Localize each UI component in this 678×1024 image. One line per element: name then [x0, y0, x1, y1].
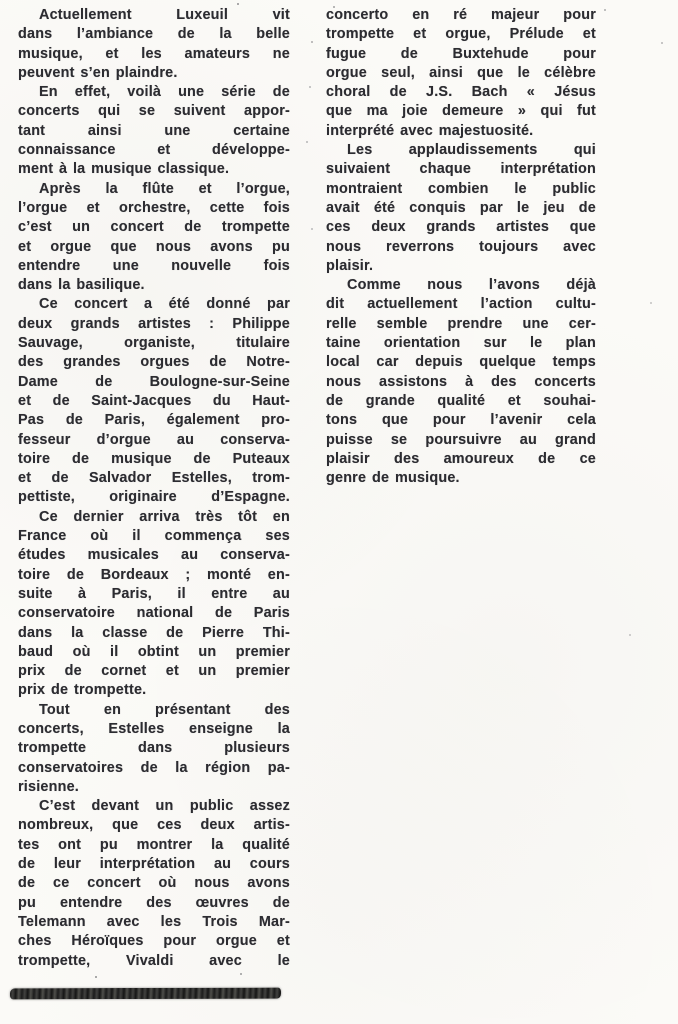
text-line: conservatoires de la région pa- — [18, 759, 290, 776]
text-line: choral de J.S. Bach « Jésus — [326, 84, 596, 101]
text-line: dit actuellement l’action cultu- — [326, 296, 596, 313]
text-line: risienne. — [18, 778, 79, 795]
text-line: et de Saint-Jacques du Haut- — [18, 392, 290, 409]
text-line: plaisir. — [326, 257, 374, 274]
text-line: interprété avec majestuosité. — [326, 122, 534, 139]
text-line: taine orientation sur le plan — [326, 335, 596, 352]
text-line: Telemann avec les Trois Mar- — [18, 913, 290, 930]
text-line: de ce concert où nous avons — [18, 875, 290, 892]
text-line: trompette, Vivaldi avec le — [18, 952, 290, 969]
text-line: entendre une nouvelle fois — [18, 257, 290, 274]
text-line: que ma joie demeure » qui fut — [326, 103, 596, 120]
text-line: prix de trompette. — [18, 682, 147, 699]
text-line: de grande qualité et souhai- — [326, 392, 596, 409]
paragraph — [18, 6, 290, 83]
text-line: nombreux, que ces deux artis- — [18, 817, 290, 834]
paragraph — [18, 180, 290, 296]
text-line: trompette et orgue, Prélude et — [326, 26, 596, 43]
text-line: C’est devant un public assez — [39, 798, 290, 815]
text-line: baud où il obtint un premier — [18, 643, 290, 660]
text-line: nous assistons à des concerts — [326, 373, 596, 390]
text-line: toire de Bordeaux ; monté en- — [18, 566, 290, 583]
text-line: nous reverrons toujours avec — [326, 238, 596, 255]
text-line: prix de cornet et un premier — [18, 663, 290, 680]
text-line: musique, et les amateurs ne — [18, 45, 290, 62]
text-line: dans l’ambiance de la belle — [18, 26, 290, 43]
text-line: ces deux grands artistes que — [326, 219, 596, 236]
scan-speck-noise — [0, 0, 2, 2]
text-line: Les applaudissements qui — [347, 142, 596, 159]
text-line: Tout en présentant des — [39, 701, 290, 718]
text-line: Après la flûte et l’orgue, — [39, 180, 290, 197]
text-line: Ce dernier arriva très tôt en — [39, 508, 290, 525]
text-line: concerts qui se suivent appor- — [18, 103, 290, 120]
text-line: plaisir des amoureux de ce — [326, 450, 596, 467]
text-line: toire de musique de Puteaux — [18, 450, 290, 467]
text-line: ches Héroïques pour orgue et — [18, 933, 290, 950]
text-line: pettiste, originaire d’Espagne. — [18, 489, 290, 506]
article-column-right — [326, 6, 596, 488]
text-line: l’orgue et orchestre, cette fois — [18, 199, 290, 216]
paragraph — [326, 141, 596, 276]
text-line: pu entendre des œuvres de — [18, 894, 290, 911]
text-line: local car depuis quelque temps — [326, 354, 596, 371]
text-line: genre de musique. — [326, 470, 460, 487]
text-line: études musicales au conserva- — [18, 547, 290, 564]
text-line: France où il commença ses — [18, 528, 290, 545]
text-line: tons que pour l’avenir cela — [326, 412, 596, 429]
text-line: et orgue que nous avons pu — [18, 238, 290, 255]
text-line: Sauvage, organiste, titulaire — [18, 335, 290, 352]
text-line: c’est un concert de trompette — [18, 219, 290, 236]
paragraph — [18, 508, 290, 701]
text-line: suivaient chaque interprétation — [326, 161, 596, 178]
text-line: relle semble prendre une cer- — [326, 315, 596, 332]
text-line: connaissance et développe- — [18, 142, 290, 159]
text-line: peuvent s’en plaindre. — [18, 64, 178, 81]
article-column-left — [18, 6, 290, 971]
text-line: suite à Paris, il entre au — [18, 585, 290, 602]
paragraph — [18, 295, 290, 507]
text-line: Dame de Boulogne-sur-Seine — [18, 373, 290, 390]
text-line: trompette dans plusieurs — [18, 740, 290, 757]
text-line: puisse se poursuivre au grand — [326, 431, 596, 448]
text-line: tant ainsi une certaine — [18, 122, 290, 139]
text-line: deux grands artistes : Philippe — [18, 315, 290, 332]
text-line: conservatoire national de Paris — [18, 605, 290, 622]
text-line: orgue seul, ainsi que le célèbre — [326, 64, 596, 81]
text-line: ment à la musique classique. — [18, 161, 230, 178]
text-line: montraient combien le public — [326, 180, 596, 197]
text-line: fugue de Buxtehude pour — [326, 45, 596, 62]
text-line: dans la basilique. — [18, 277, 145, 294]
text-line: tes ont pu montrer la qualité — [18, 836, 290, 853]
text-line: fesseur d’orgue au conserva- — [18, 431, 290, 448]
paragraph — [18, 797, 290, 971]
text-line: Pas de Paris, également pro- — [18, 412, 290, 429]
text-line: Actuellement Luxeuil vit — [39, 7, 290, 23]
text-line: concerts, Estelles enseigne la — [18, 720, 290, 737]
paragraph — [326, 276, 596, 488]
text-line: concerto en ré majeur pour — [326, 7, 596, 23]
text-line: En effet, voilà une série de — [39, 84, 290, 101]
text-line: et de Salvador Estelles, trom- — [18, 470, 290, 487]
paragraph — [18, 83, 290, 179]
paragraph — [18, 701, 290, 797]
text-line: Comme nous l’avons déjà — [347, 277, 596, 294]
text-line: avait été conquis par le jeu de — [326, 199, 596, 216]
scan-smudge-bar — [10, 988, 281, 1000]
text-line: Ce concert a été donné par — [39, 296, 290, 313]
text-line: dans la classe de Pierre Thi- — [18, 624, 290, 641]
paragraph — [326, 6, 596, 141]
text-line: de leur interprétation au cours — [18, 856, 290, 873]
text-line: des grandes orgues de Notre- — [18, 354, 290, 371]
